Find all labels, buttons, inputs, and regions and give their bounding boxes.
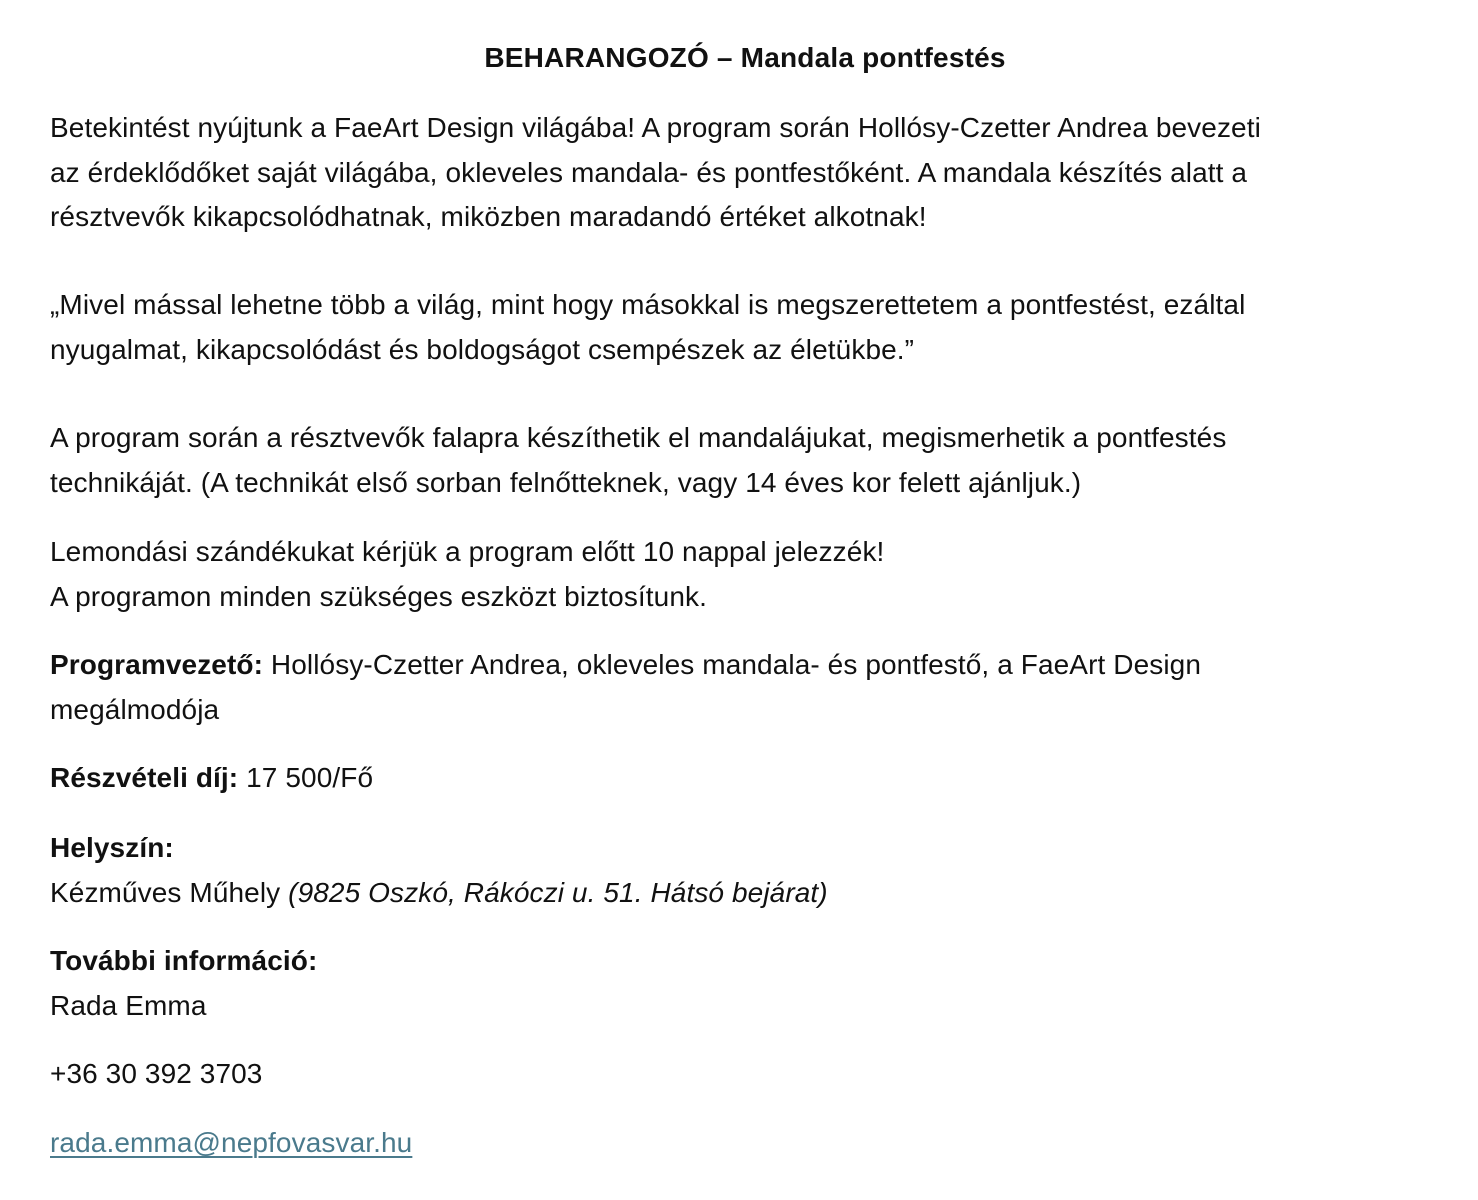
notice-line: Lemondási szándékukat kérjük a program előtt 10 nappal jelezzék! (50, 536, 885, 567)
phone-section (50, 1052, 1445, 1097)
contact-phone: +36 30 392 3703 (50, 1058, 263, 1089)
email-section (50, 1121, 1445, 1166)
intro-line: Betekintést nyújtunk a FaeArt Design világába! A program során Hollósy-Czetter Andrea bevezeti (50, 112, 1261, 143)
page-title: BEHARANGOZÓ – Mandala pontfestés (484, 42, 1006, 73)
program-paragraph (50, 416, 1445, 505)
notice-line: A programon minden szükséges eszközt biztosítunk. (50, 580, 708, 612)
intro-line: az érdeklődőket saját világába, okleveles mandala- és pontfestőként. A mandala készítés alatt a (50, 156, 1248, 188)
leader-label: Programvezető: (50, 649, 264, 680)
quote-line: „Mivel mással lehetne több a világ, mint hogy másokkal is megszerettetem a pontfestést, ezáltal (50, 289, 1246, 320)
intro-paragraph (50, 106, 1445, 240)
quote-line: nyugalmat, kikapcsolódást és boldogságot csempészek az életükbe.” (50, 333, 915, 365)
program-line: technikáját. (A technikát első sorban felnőtteknek, vagy 14 éves kor felett ajánljuk.) (50, 466, 1082, 498)
location-name: Kézműves Műhely (50, 876, 281, 908)
location-address: (9825 Oszkó, Rákóczi u. 51. Hátsó bejárat) (288, 876, 828, 908)
fee-label: Részvételi díj: (50, 762, 239, 793)
leader-section (50, 643, 1445, 732)
contact-email-link[interactable]: rada.emma@nepfovasvar.hu (50, 1127, 413, 1158)
info-section (50, 939, 1445, 1028)
leader-value-continued: megálmodója (50, 693, 220, 725)
program-line: A program során a résztvevők falapra készíthetik el mandalájukat, megismerhetik a pontfestés (50, 422, 1227, 453)
location-section (50, 826, 1445, 915)
leader-value: Hollósy-Czetter Andrea, okleveles mandala- és pontfestő, a FaeArt Design (270, 649, 1202, 680)
info-label: További információ: (50, 945, 318, 976)
location-label: Helyszín: (50, 832, 174, 863)
contact-name: Rada Emma (50, 989, 207, 1021)
fee-section (50, 756, 1445, 801)
notice-paragraph (50, 530, 1445, 619)
fee-value: 17 500/Fő (246, 762, 374, 793)
intro-line: résztvevők kikapcsolódhatnak, miközben maradandó értéket alkotnak! (50, 201, 927, 232)
quote-paragraph (50, 283, 1445, 372)
